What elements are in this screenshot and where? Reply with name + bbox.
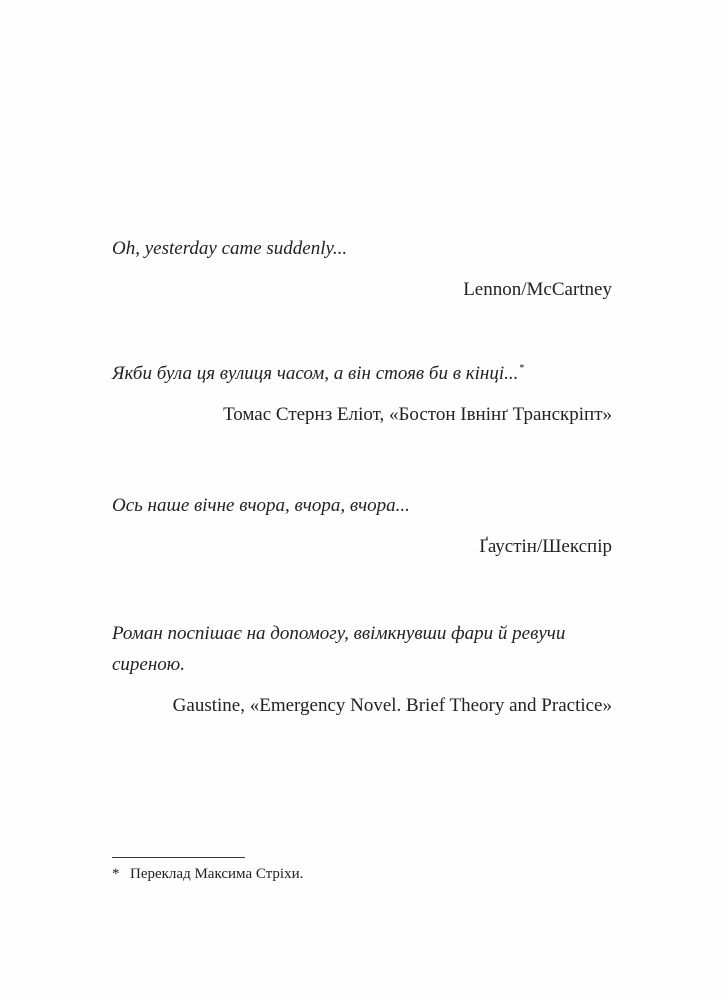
footnote-divider xyxy=(112,857,245,858)
epigraph-attribution: Томас Стернз Еліот, «Бостон Івнінґ Транскріпт» xyxy=(223,404,612,425)
epigraph-quote xyxy=(112,358,612,389)
footnote-text: Переклад Максима Стріхи. xyxy=(130,866,304,882)
footnote-reference: * xyxy=(519,363,525,374)
epigraph-quote: Роман поспішає на допомогу, ввімкнувши фари й ревучи сиреною. xyxy=(112,623,566,675)
epigraph-3 xyxy=(112,490,612,561)
footnote xyxy=(112,864,303,884)
epigraph-4 xyxy=(112,618,612,720)
epigraph-attribution: Lennon/McCartney xyxy=(463,279,612,300)
footnote-mark: * xyxy=(112,866,120,882)
epigraph-quote: Oh, yesterday came suddenly... xyxy=(112,238,348,259)
epigraph-1 xyxy=(112,233,612,304)
epigraph-quote-text: Якби була ця вулиця часом, а він стояв би в кінці... xyxy=(112,363,519,384)
epigraph-quote: Ось наше вічне вчора, вчора, вчора... xyxy=(112,495,410,516)
epigraph-2 xyxy=(112,358,612,429)
epigraph-attribution: Gaustine, «Emergency Novel. Brief Theory and Practice» xyxy=(172,695,612,716)
epigraph-attribution: Ґаустін/Шекспір xyxy=(479,536,612,557)
